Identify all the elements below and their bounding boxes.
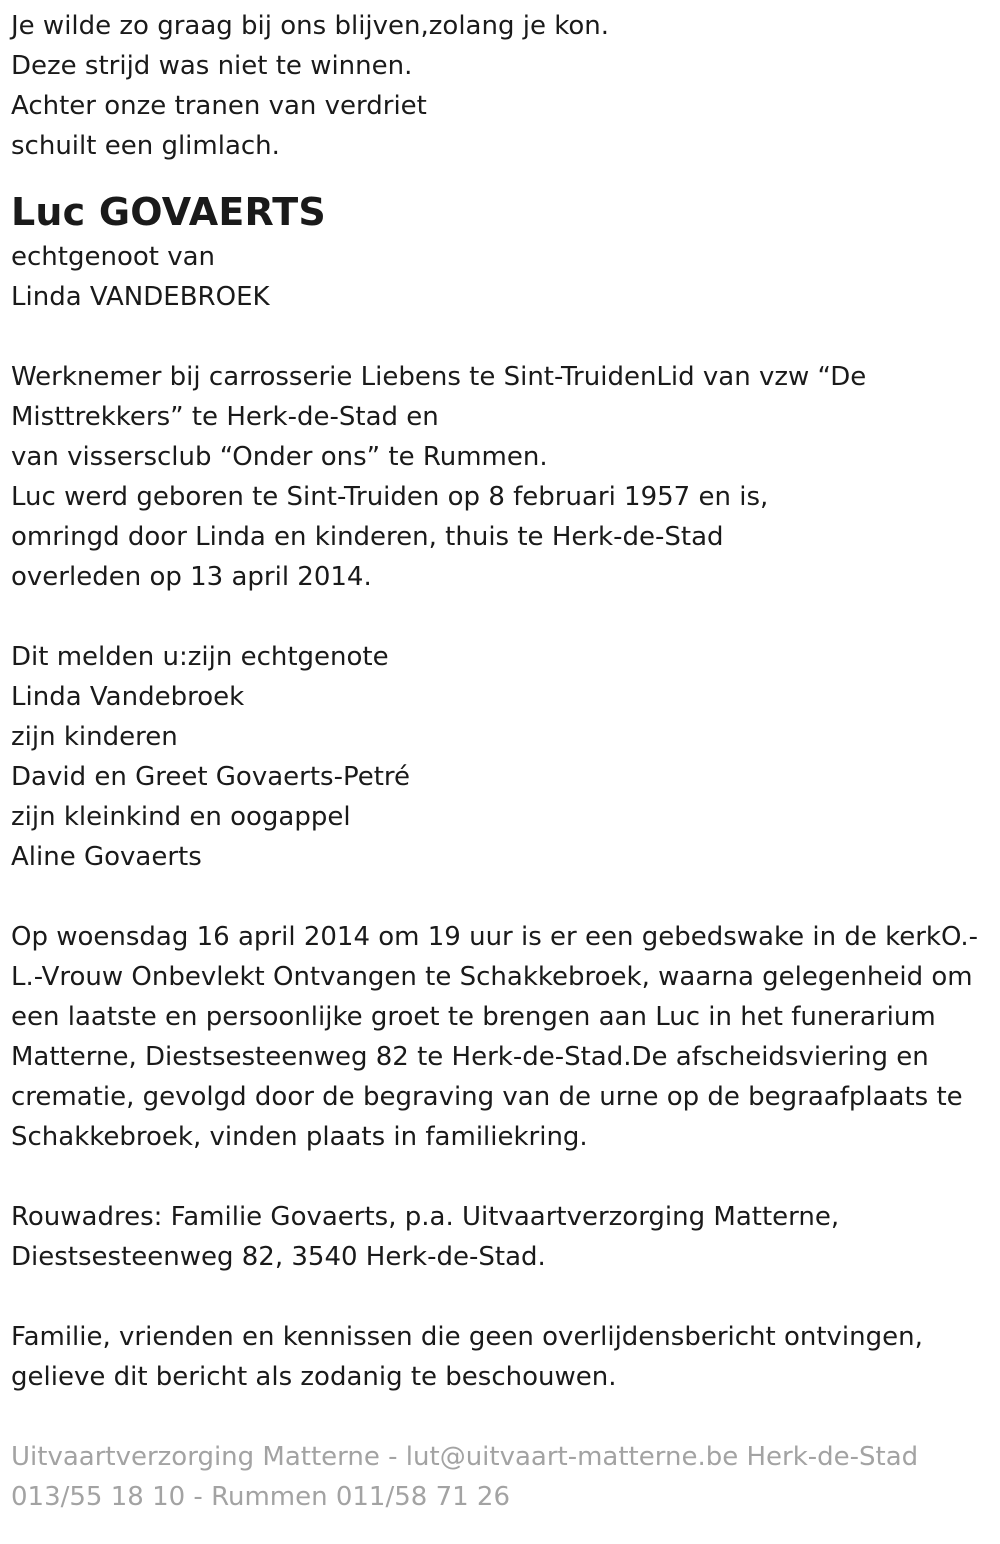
biography	[11, 357, 989, 597]
spacer	[11, 1157, 989, 1197]
footer-line-1	[11, 1437, 989, 1477]
spouse-name: Linda VANDEBROEK	[11, 282, 270, 312]
bio-line: Werknemer bij carrosserie Liebens te Sint-TruidenLid van vzw “De	[11, 362, 867, 392]
family-line: Aline Govaerts	[11, 842, 202, 872]
family-list	[11, 637, 989, 877]
bio-line: overleden op 13 april 2014.	[11, 562, 372, 592]
spacer	[11, 317, 989, 357]
funeral-home-footer	[11, 1437, 989, 1517]
family-line: Dit melden u:zijn echtgenote	[11, 642, 389, 672]
relation-text: echtgenoot van	[11, 242, 216, 272]
family-line: zijn kleinkind en oogappel	[11, 802, 351, 832]
notice-line: Familie, vrienden en kennissen die geen overlijdensbericht ontvingen,	[11, 1322, 923, 1352]
ceremony-line: een laatste en persoonlijke groet te brengen aan Luc in het funerarium	[11, 1002, 936, 1032]
ceremony-line: L.-Vrouw Onbevlekt Ontvangen te Schakkebroek, waarna gelegenheid om	[11, 962, 973, 992]
bio-line: Misttrekkers” te Herk-de-Stad en	[11, 402, 439, 432]
family-line: Linda Vandebroek	[11, 682, 245, 712]
poem-line: Deze strijd was niet te winnen.	[11, 51, 413, 81]
spacer	[11, 1397, 989, 1437]
poem-line: Achter onze tranen van verdriet	[11, 91, 427, 121]
ceremony-details	[11, 917, 989, 1157]
relation-block	[11, 237, 989, 317]
company-name: Uitvaartverzorging Matterne -	[11, 1442, 406, 1472]
mourning-address	[11, 1197, 989, 1277]
spacer	[11, 877, 989, 917]
poem-line: schuilt een glimlach.	[11, 131, 280, 161]
ceremony-line: Matterne, Diestsesteenweg 82 te Herk-de-Stad.De afscheidsviering en	[11, 1042, 929, 1072]
notice-line: gelieve dit bericht als zodanig te beschouwen.	[11, 1362, 617, 1392]
address-line: Rouwadres: Familie Govaerts, p.a. Uitvaartverzorging Matterne,	[11, 1202, 840, 1232]
bio-line: van vissersclub “Onder ons” te Rummen.	[11, 442, 548, 472]
ceremony-line: crematie, gevolgd door de begraving van de urne op de begraafplaats te	[11, 1082, 963, 1112]
bio-line: omringd door Linda en kinderen, thuis te Herk-de-Stad	[11, 522, 724, 552]
email-link[interactable]: lut@uitvaart-matterne.be	[405, 1442, 739, 1472]
poem-line: Je wilde zo graag bij ons blijven,zolang je kon.	[11, 11, 609, 41]
spacer	[11, 597, 989, 637]
deceased-name: Luc GOVAERTS	[11, 190, 326, 234]
ceremony-line: Schakkebroek, vinden plaats in familiekring.	[11, 1122, 588, 1152]
bio-line: Luc werd geboren te Sint-Truiden op 8 februari 1957 en is,	[11, 482, 769, 512]
family-line: zijn kinderen	[11, 722, 178, 752]
spacer	[11, 166, 989, 188]
spacer	[11, 1277, 989, 1317]
footer-line-2: 013/55 18 10 - Rummen 011/58 71 26	[11, 1482, 511, 1512]
address-line: Diestsesteenweg 82, 3540 Herk-de-Stad.	[11, 1242, 546, 1272]
notice	[11, 1317, 989, 1397]
company-location: Herk-de-Stad	[738, 1442, 919, 1472]
poem	[11, 6, 989, 166]
family-line: David en Greet Govaerts-Petré	[11, 762, 411, 792]
ceremony-line: Op woensdag 16 april 2014 om 19 uur is er een gebedswake in de kerkO.-	[11, 922, 979, 952]
